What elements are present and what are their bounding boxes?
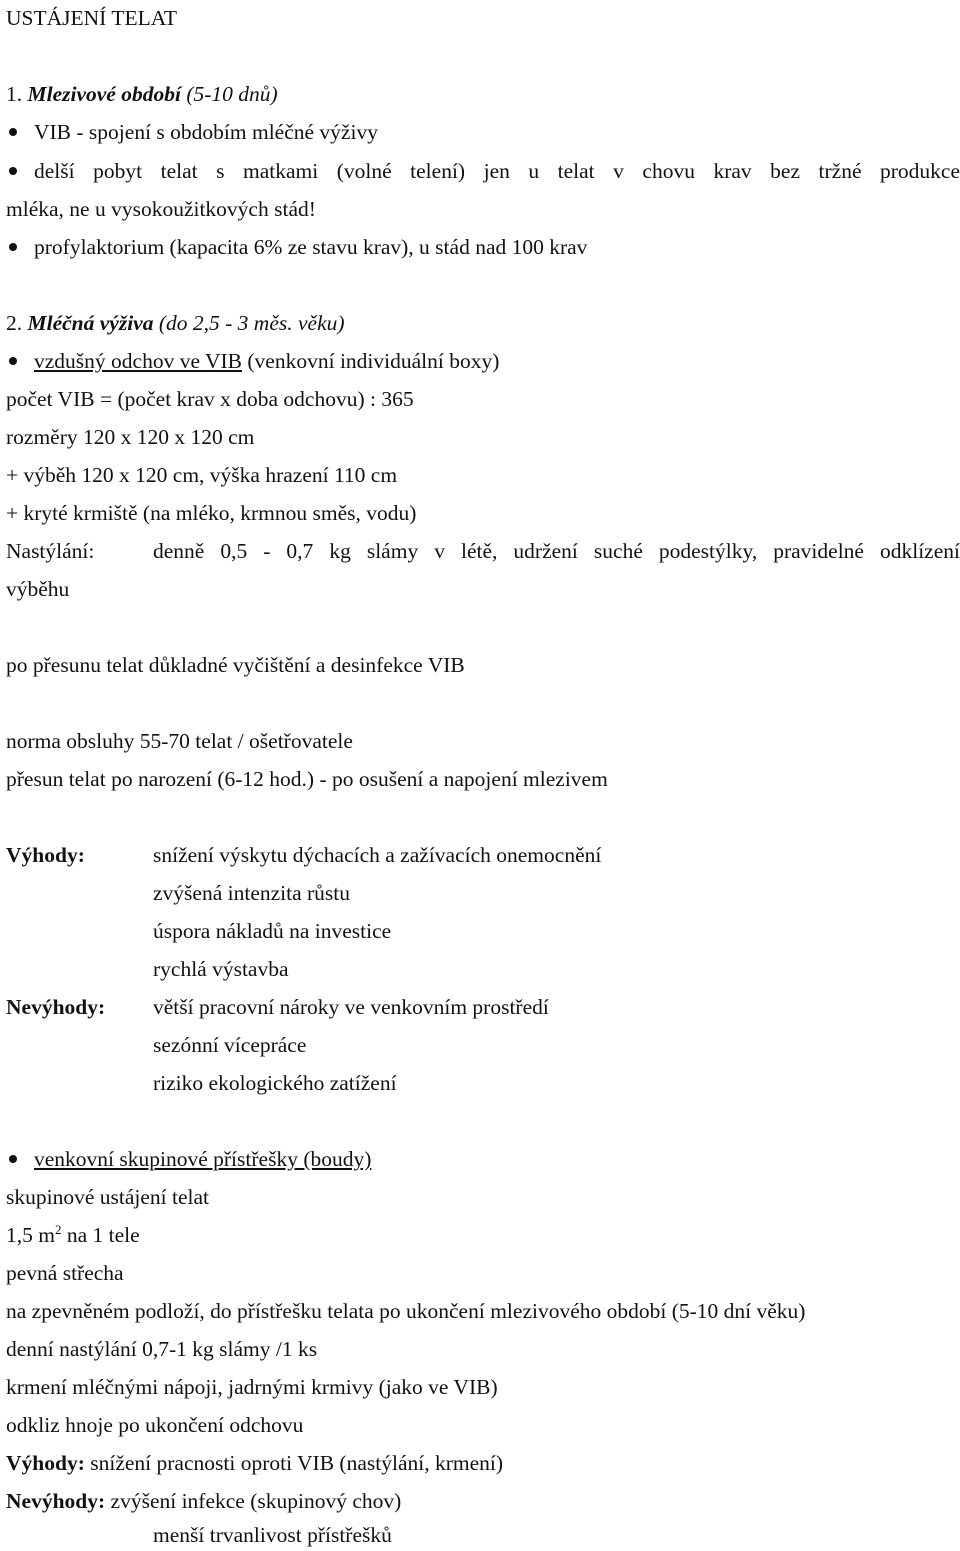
section2-range: (do 2,5 - 3 měs. věku): [158, 311, 345, 335]
section1-bullet-2-cont: mléka, ne u vysokoužitkových stád!: [6, 197, 316, 221]
bullet-icon: [9, 357, 17, 365]
vyhody-item-2: zvýšená intenzita růstu: [153, 881, 351, 905]
document-title: USTÁJENÍ TELAT: [6, 6, 177, 30]
bullet-icon: [9, 243, 17, 251]
section1-number: 1.: [6, 82, 23, 106]
section1-range: (5-10 dnů): [186, 82, 278, 106]
area-value: 1,5 m: [6, 1223, 55, 1247]
vyhody-item-1: snížení výskytu dýchacích a zažívacích onemocnění: [153, 843, 602, 867]
section2-bullet-rest: (venkovní individuální boxy): [242, 349, 500, 373]
section2-line-3: + výběh 120 x 120 cm, výška hrazení 110 cm: [6, 463, 398, 487]
vyhody-item-3: úspora nákladů na investice: [153, 919, 392, 943]
section2-title: Mléčná výživa: [27, 311, 154, 335]
section2-bullet-underlined: vzdušný odchov ve VIB: [34, 349, 243, 373]
section3-nevyhody-cont: menší trvanlivost přístřešků: [153, 1523, 392, 1547]
section3-nevyhody: [6, 1488, 401, 1514]
nevyhody-label: Nevýhody:: [6, 995, 106, 1019]
vyhody-label: Výhody:: [6, 843, 85, 867]
section2-bullet: [34, 348, 499, 374]
nastylani-cont: výběhu: [6, 577, 70, 601]
area-unit-exponent: 2: [54, 1221, 62, 1237]
section3-line-7: odkliz hnoje po ukončení odchovu: [6, 1413, 304, 1437]
cleaning-line: po přesunu telat důkladné vyčištění a desinfekce VIB: [6, 653, 465, 677]
section3-nevyhody-label: Nevýhody:: [6, 1489, 106, 1513]
section3-vyhody-text: snížení pracnosti oproti VIB (nastýlání, krmení): [84, 1451, 504, 1475]
bullet-icon: [9, 1155, 17, 1163]
section3-nevyhody-text: zvýšení infekce (skupinový chov): [105, 1489, 402, 1513]
bullet-icon: [9, 167, 17, 175]
area-rest: na 1 tele: [61, 1223, 140, 1247]
section3-bullet: venkovní skupinové přístřešky (boudy): [34, 1147, 372, 1171]
nevyhody-item-2: sezónní vícepráce: [153, 1033, 307, 1057]
section3-line-6: krmení mléčnými nápoji, jadrnými krmivy (jako ve VIB): [6, 1375, 498, 1399]
section1-bullet-2: delší pobyt telat s matkami (volné telení) jen u telat v chovu krav bez tržné produkce: [34, 159, 960, 183]
norma-line: norma obsluhy 55-70 telat / ošetřovatele: [6, 729, 353, 753]
section3-line-5: denní nastýlání 0,7-1 kg slámy /1 ks: [6, 1337, 318, 1361]
section3-line-1: skupinové ustájení telat: [6, 1185, 210, 1209]
section2-line-2: rozměry 120 x 120 x 120 cm: [6, 425, 255, 449]
section1-bullet-3: profylaktorium (kapacita 6% ze stavu krav), u stád nad 100 krav: [34, 235, 588, 259]
nevyhody-item-1: větší pracovní nároky ve venkovním prostředí: [153, 995, 549, 1019]
section3-vyhody-label: Výhody:: [6, 1451, 85, 1475]
section1-title: Mlezivové období: [27, 82, 181, 106]
section2-number: 2.: [6, 311, 23, 335]
nevyhody-item-3: riziko ekologického zatížení: [153, 1071, 397, 1095]
section2-line-1: počet VIB = (počet krav x doba odchovu) : 365: [6, 387, 414, 411]
section1-bullet-1: VIB - spojení s obdobím mléčné výživy: [34, 120, 378, 144]
section2-heading: [6, 310, 345, 336]
bullet-icon: [9, 128, 17, 136]
section1-heading: [6, 81, 278, 107]
section2-line-4: + kryté krmiště (na mléko, krmnou směs, vodu): [6, 501, 417, 525]
nastylani-text: denně 0,5 - 0,7 kg slámy v létě, udržení suché podestýlky, pravidelné odklízení: [153, 539, 960, 563]
section3-line-4: na zpevněném podloží, do přístřešku telata po ukončení mlezivového období (5-10 dní věku): [6, 1299, 806, 1323]
vyhody-item-4: rychlá výstavba: [153, 957, 289, 981]
section3-vyhody: [6, 1450, 503, 1476]
section3-line-3: pevná střecha: [6, 1261, 124, 1285]
nastylani-label: Nastýlání:: [6, 539, 95, 563]
presun-line: přesun telat po narození (6-12 hod.) - po osušení a napojení mlezivem: [6, 767, 608, 791]
section3-area: [6, 1222, 140, 1248]
